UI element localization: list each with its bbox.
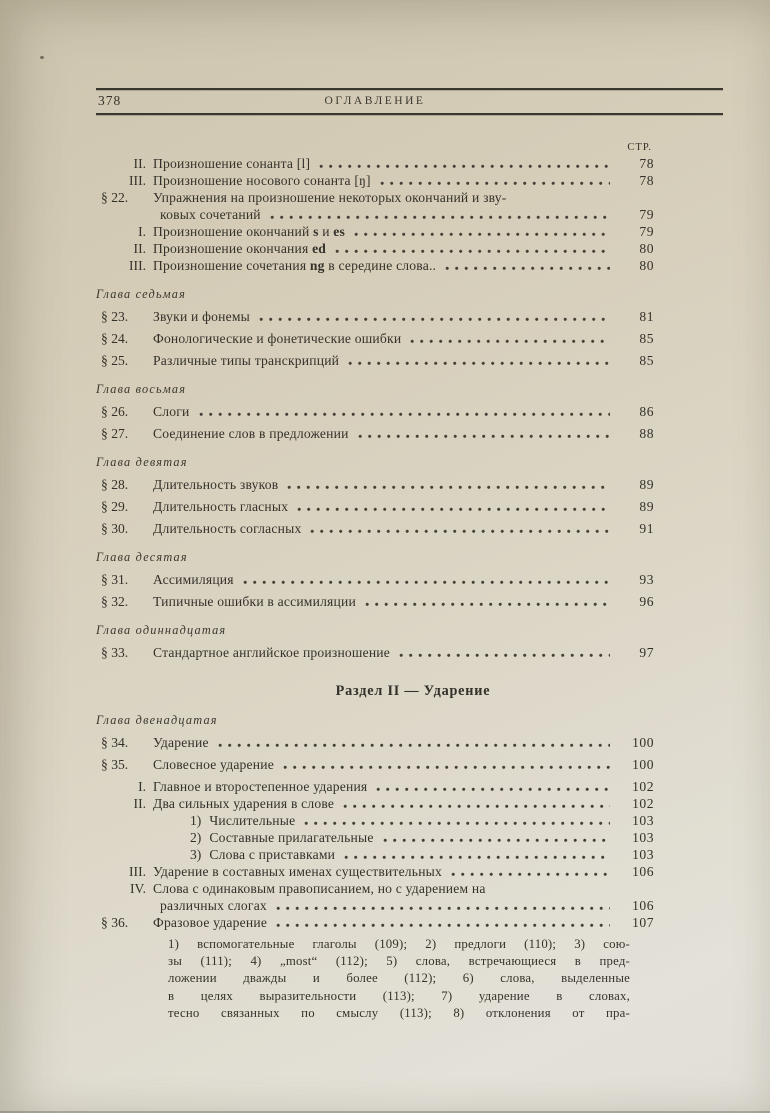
header-bottom-rule [96, 113, 723, 115]
toc-row [96, 352, 654, 369]
entry-label: § 31. [101, 572, 129, 587]
dot-leader [343, 797, 610, 812]
entry-text: Фонологические и фонетические ошибки [153, 331, 402, 346]
entry-text: ковых сочетаний [160, 207, 261, 222]
toc-row [96, 206, 654, 223]
toc-group [96, 382, 654, 442]
toc-row [96, 308, 654, 325]
toc-row [96, 846, 654, 863]
dot-leader [310, 522, 610, 537]
entry-label: I. [138, 779, 146, 794]
entry-text: Типичные ошибки в ассимиляции [153, 594, 356, 609]
entry-page: 89 [639, 477, 654, 492]
dot-leader [358, 427, 610, 442]
entry-text: Слоги [153, 404, 190, 419]
entry-label: § 29. [101, 499, 129, 514]
entry-text: Произношение носового сонанта [ŋ] [153, 173, 371, 188]
entry-page: 91 [639, 521, 654, 536]
entry-text: Ассимиляция [153, 572, 234, 587]
note-line: зы (111); 4) „most“ (112); 5) слова, встречающиеся в пред- [168, 954, 630, 969]
entry-page: 85 [639, 331, 654, 346]
entry-text: Длительность согласных [153, 521, 302, 536]
dot-leader [348, 354, 610, 369]
entry-sublabel: 3) [190, 847, 202, 862]
toc-row [96, 880, 654, 897]
entry-label: § 30. [101, 521, 129, 536]
dot-leader [319, 157, 610, 172]
dot-leader [270, 208, 610, 223]
entry-page: 103 [632, 830, 654, 845]
toc-row [96, 240, 654, 257]
toc-row [96, 914, 654, 931]
entry-page: 86 [639, 404, 654, 419]
dot-leader [297, 500, 610, 515]
toc-row [96, 571, 654, 588]
entry-page: 79 [639, 224, 654, 239]
entry-label: § 24. [101, 331, 129, 346]
toc-row [96, 155, 654, 172]
dot-leader [344, 848, 610, 863]
entry-text: Ударение в составных именах существительных [153, 864, 442, 879]
toc-row [96, 795, 654, 812]
toc-row [96, 644, 654, 661]
dot-leader [335, 242, 610, 257]
entry-text: Различные типы транскрипций [153, 353, 340, 368]
entry-label: § 27. [101, 426, 129, 441]
dot-leader [283, 758, 610, 773]
toc-row [96, 756, 654, 773]
entry-page: 106 [632, 898, 654, 913]
toc-row [96, 330, 654, 347]
paper-speck [40, 56, 44, 59]
entry-page: 79 [639, 207, 654, 222]
entry-label: § 28. [101, 477, 129, 492]
entry-page: 85 [639, 353, 654, 368]
entry-label: II. [133, 156, 146, 171]
entry-page: 78 [639, 173, 654, 188]
entry-page: 102 [632, 779, 654, 794]
part-title: Раздел II — Ударение [335, 683, 491, 699]
toc-row [96, 425, 654, 442]
note-block [168, 936, 630, 1022]
dot-leader [276, 899, 610, 914]
toc-group [96, 287, 654, 369]
note-line: в целях выразительности (113); 7) ударение в словах, [168, 988, 630, 1003]
entry-label: § 34. [101, 735, 129, 750]
entry-label: § 25. [101, 353, 129, 368]
entry-text: Словесное ударение [153, 757, 274, 772]
dot-leader [287, 478, 610, 493]
dot-leader [354, 225, 610, 240]
entry-label: IV. [130, 881, 146, 896]
entry-text: Произношение окончания ed [153, 241, 327, 256]
page-content [96, 88, 723, 1022]
entry-text: Упражнения на произношение некоторых окончаний и зву- [153, 190, 507, 205]
note-line: ложении дважды и более (112); 6) слова, выделенные [168, 971, 630, 986]
entry-page: 102 [632, 796, 654, 811]
entry-text: Числительные [209, 813, 296, 828]
entry-text: Произношение сонанта [l] [153, 156, 311, 171]
entry-text: Соединение слов в предложении [153, 426, 349, 441]
entry-page: 96 [639, 594, 654, 609]
entry-page: 100 [632, 735, 654, 750]
entry-page: 80 [639, 258, 654, 273]
chapter-heading: Глава седьмая [96, 287, 187, 301]
entry-label: II. [133, 241, 146, 256]
entry-text: Звуки и фонемы [153, 309, 250, 324]
toc-row [96, 734, 654, 751]
entry-label: III. [129, 864, 146, 879]
entry-text: Фразовое ударение [153, 915, 268, 930]
entry-label: § 23. [101, 309, 129, 324]
chapter-heading: Глава десятая [96, 550, 188, 564]
header-title: ОГЛАВЛЕНИЕ [324, 95, 426, 107]
entry-label: § 32. [101, 594, 129, 609]
dot-leader [376, 780, 610, 795]
entry-page: 103 [632, 813, 654, 828]
entry-label: I. [138, 224, 146, 239]
dot-leader [276, 916, 610, 931]
entry-sublabel: 2) [190, 830, 202, 845]
entry-text: Стандартное английское произношение [153, 645, 391, 660]
entry-text: Слова с приставками [209, 847, 336, 862]
entry-text: Длительность звуков [153, 477, 279, 492]
toc-row [96, 403, 654, 420]
note-line: тесно связанных по смыслу (113); 8) отклонения от пра- [168, 1005, 630, 1020]
dot-leader [445, 259, 610, 274]
toc-row [96, 812, 654, 829]
entry-page: 88 [639, 426, 654, 441]
toc-row [96, 498, 654, 515]
entry-page: 106 [632, 864, 654, 879]
toc-row [96, 829, 654, 846]
toc-row [96, 172, 654, 189]
entry-label: § 36. [101, 915, 129, 930]
toc-row [96, 520, 654, 537]
entry-text: Составные прилагательные [209, 830, 374, 845]
entry-text: Произношение окончаний s и es [153, 224, 345, 239]
toc-row [96, 476, 654, 493]
entry-text: Два сильных ударения в слове [153, 796, 335, 811]
entry-text: Произношение сочетания ng в середине слова.. [153, 258, 437, 273]
entry-page: 78 [639, 156, 654, 171]
entry-page: 80 [639, 241, 654, 256]
toc-group [96, 550, 654, 610]
entry-label: III. [129, 258, 146, 273]
chapter-heading: Глава девятая [96, 455, 188, 469]
toc-group [96, 713, 654, 1022]
dot-leader [399, 646, 610, 661]
entry-page: 100 [632, 757, 654, 772]
dot-leader [365, 595, 610, 610]
toc-row [96, 863, 654, 880]
entry-sublabel: 1) [190, 813, 202, 828]
entry-text: различных слогах [160, 898, 267, 913]
dot-leader [451, 865, 610, 880]
toc-row [96, 223, 654, 240]
toc-row [96, 189, 654, 206]
entry-text: Ударение [153, 735, 209, 750]
toc-group [96, 455, 654, 537]
chapter-heading: Глава одиннадцатая [96, 623, 227, 637]
dot-leader [199, 405, 611, 420]
note-line: 1) вспомогательные глаголы (109); 2) предлоги (110); 3) сою- [168, 937, 630, 951]
dot-leader [259, 310, 610, 325]
entry-text: Длительность гласных [153, 499, 289, 514]
entry-label: § 22. [101, 190, 129, 205]
entry-page: 89 [639, 499, 654, 514]
entry-text: Слова с одинаковым правописанием, но с ударением на [153, 881, 486, 896]
entry-page: 103 [632, 847, 654, 862]
entry-label: § 26. [101, 404, 129, 419]
toc [96, 141, 654, 1022]
entry-page: 107 [632, 915, 654, 930]
entry-label: III. [129, 173, 146, 188]
dot-leader [218, 736, 610, 751]
entry-text: Главное и второстепенное ударения [153, 779, 368, 794]
entry-label: § 33. [101, 645, 129, 660]
toc-group [96, 623, 654, 661]
toc-row [96, 778, 654, 795]
toc-group [96, 155, 654, 274]
entry-page: 93 [639, 572, 654, 587]
toc-row [96, 897, 654, 914]
entry-page: 97 [639, 645, 654, 660]
toc-row [96, 257, 654, 274]
entry-page: 81 [639, 309, 654, 324]
toc-row [96, 593, 654, 610]
dot-leader [304, 814, 610, 829]
dot-leader [243, 573, 610, 588]
dot-leader [410, 332, 610, 347]
page-column-label: СТР. [627, 142, 652, 153]
entry-label: § 35. [101, 757, 129, 772]
chapter-heading: Глава двенадцатая [96, 713, 218, 727]
dot-leader [380, 174, 610, 189]
page-header [96, 90, 723, 113]
entry-label: II. [133, 796, 146, 811]
page-number: 378 [98, 93, 122, 108]
chapter-heading: Глава восьмая [96, 382, 187, 396]
dot-leader [383, 831, 610, 846]
